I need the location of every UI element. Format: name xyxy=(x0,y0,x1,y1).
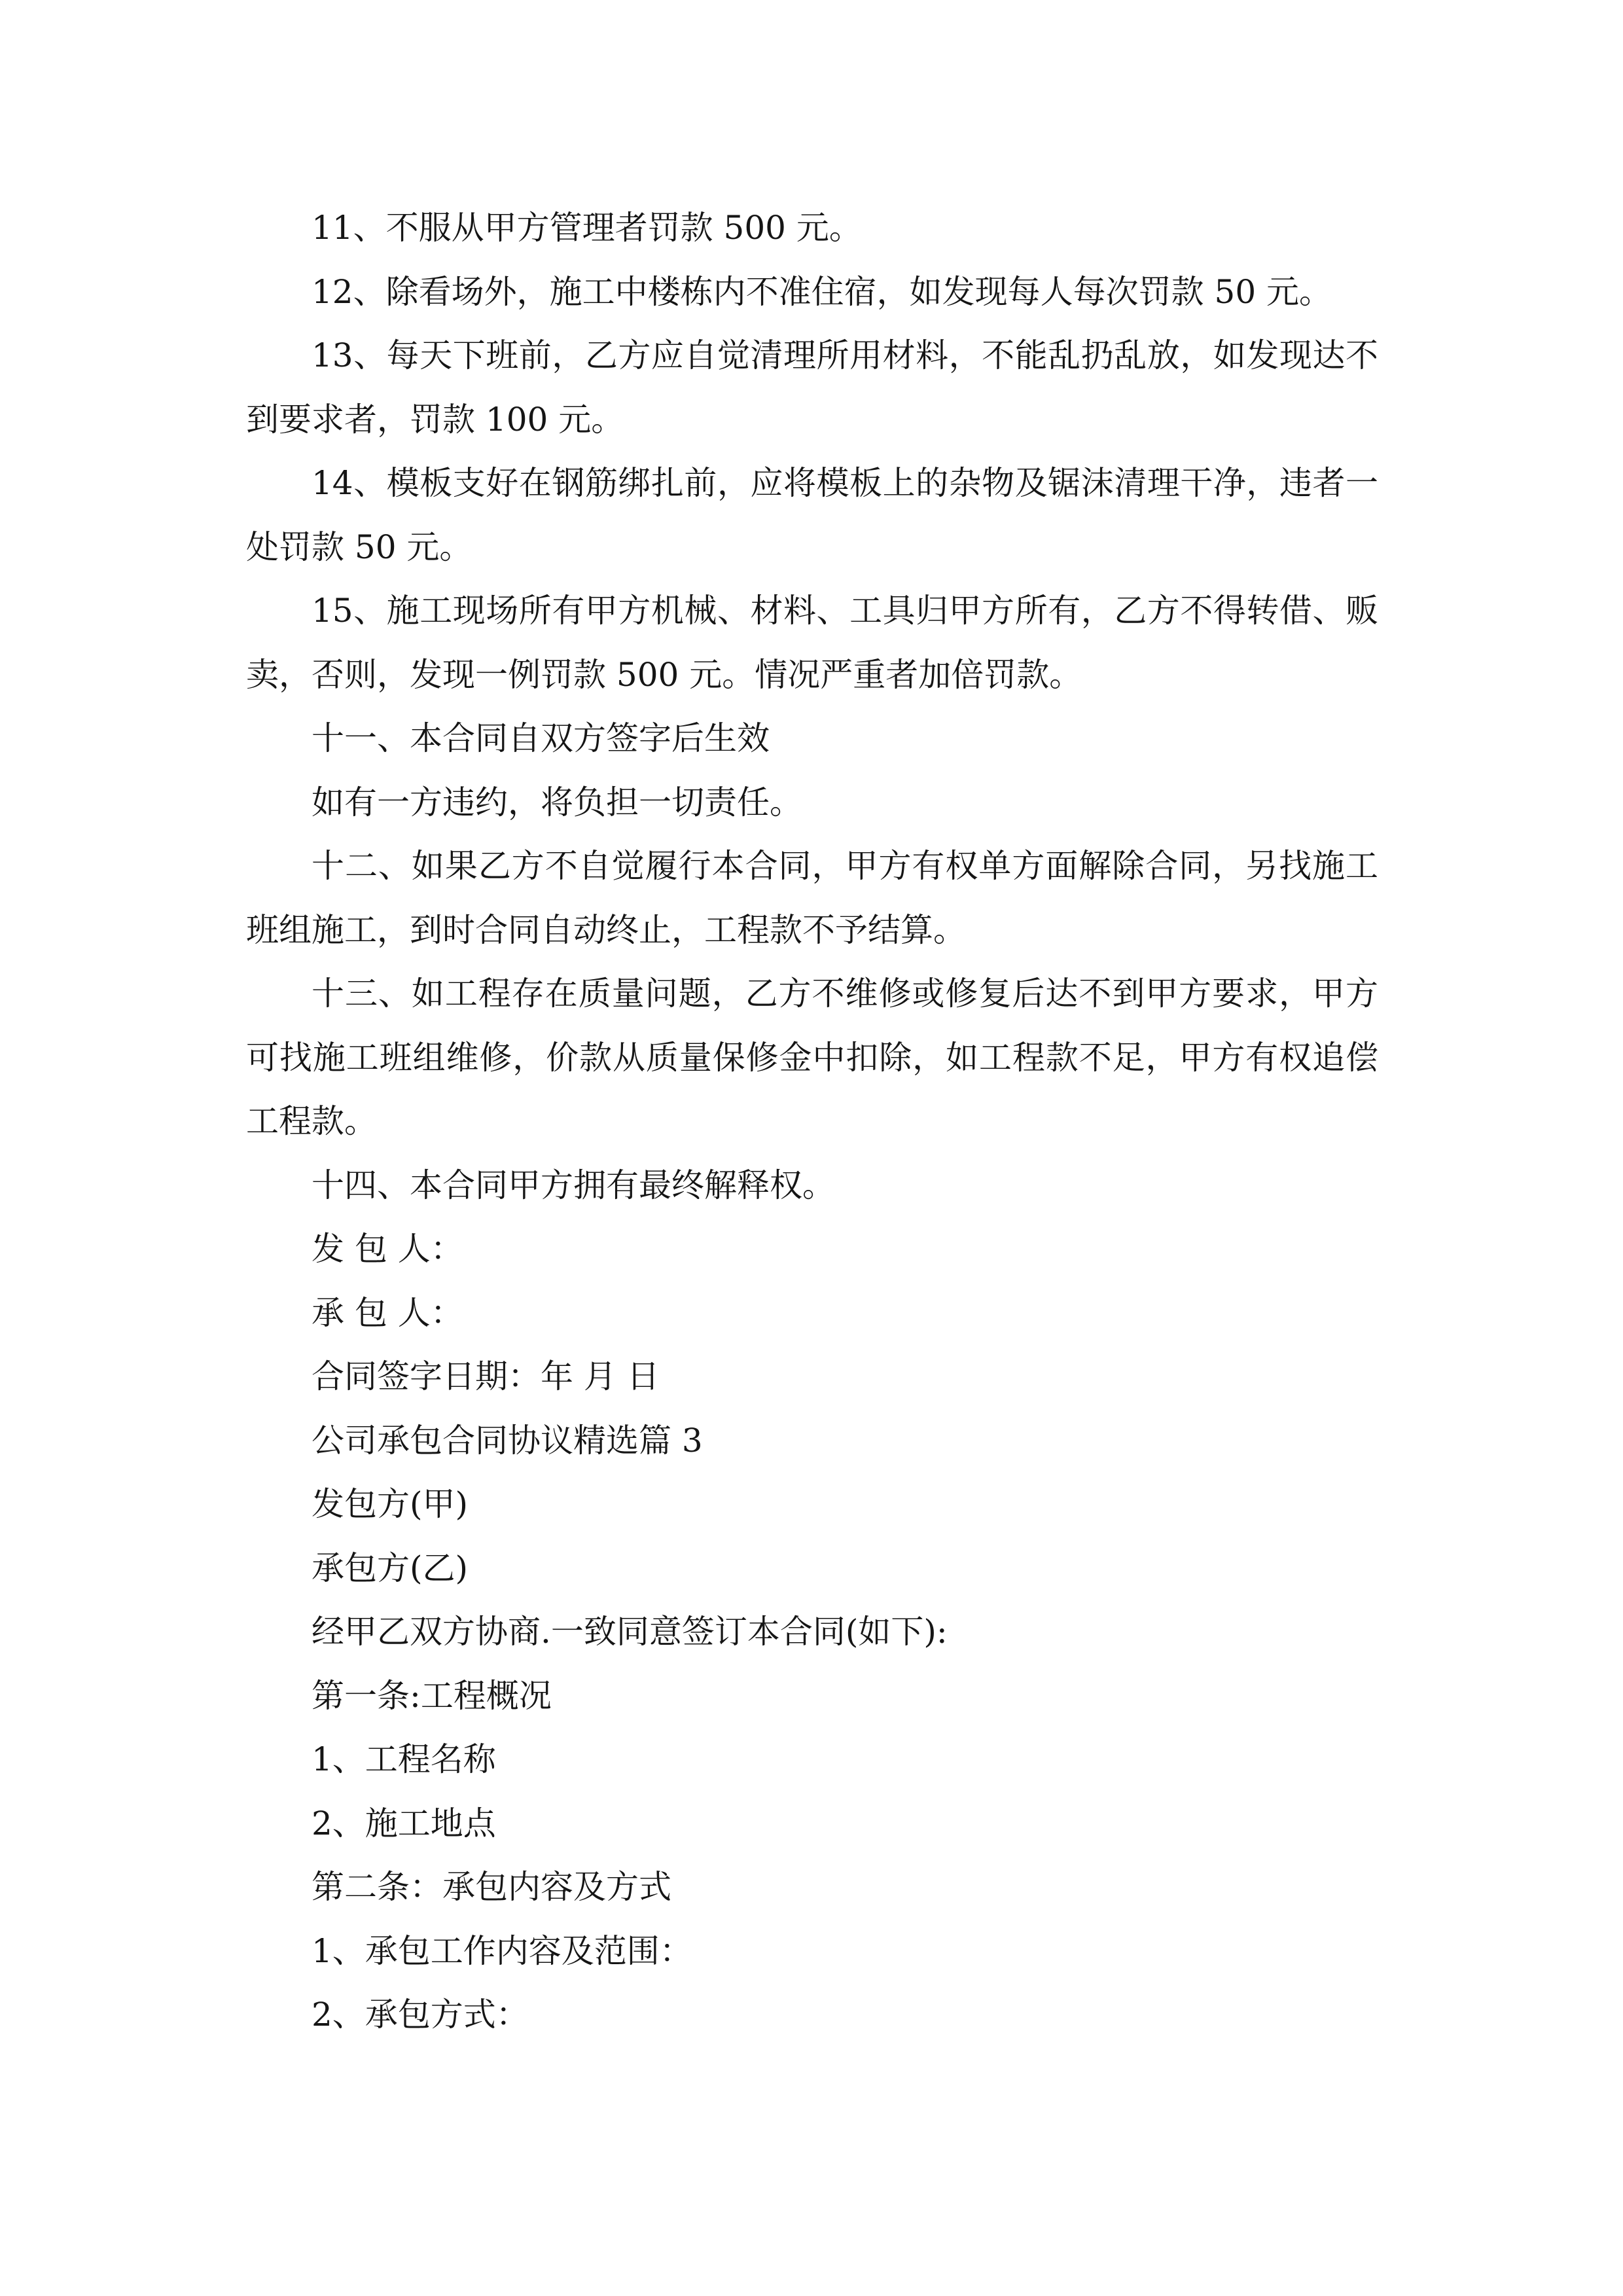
contract-method-line: 2、承包方式： xyxy=(312,1996,529,2034)
paragraph-clause-11-penalty: 11、不服从甲方管理者罚款 500 元。 xyxy=(312,209,862,247)
signature-contractor-line: 承 包 人： xyxy=(312,1293,463,1332)
party-b-line: 承包方(乙) xyxy=(312,1549,469,1587)
project-name-line: 1、工程名称 xyxy=(312,1740,496,1778)
paragraph-clause-14-formwork: 14、模板支好在钢筋绑扎前，应将模板上的杂物及锯沫清理干净，违者一处罚款 50 元。 xyxy=(246,464,1378,566)
section-heading-11: 十一、本合同自双方签字后生效 xyxy=(312,719,770,757)
scope-line: 1、承包工作内容及范围： xyxy=(312,1931,692,1970)
document-subtitle: 公司承包合同协议精选篇 3 xyxy=(312,1421,703,1460)
paragraph-clause-15-equipment: 15、施工现场所有甲方机械、材料、工具归甲方所有，乙方不得转借、贩卖，否则，发现一例罚款 500 元。情况严重者加倍罚款。 xyxy=(246,592,1378,694)
section-heading-14: 十四、本合同甲方拥有最终解释权。 xyxy=(312,1166,835,1204)
signature-issuer-line: 发 包 人： xyxy=(312,1230,463,1268)
paragraph-clause-12-lodging: 12、除看场外，施工中楼栋内不准住宿，如发现每人每次罚款 50 元。 xyxy=(312,272,1332,311)
section-heading-13: 十三、如工程存在质量问题，乙方不维修或修复后达不到甲方要求，甲方可找施工班组维修，价款从质量保修金中扣除，如工程款不足，甲方有权追偿工程款。 xyxy=(246,975,1378,1140)
signature-date-line: 合同签字日期：年 月 日 xyxy=(312,1357,660,1395)
paragraph-breach: 如有一方违约，将负担一切责任。 xyxy=(312,783,802,821)
document-body xyxy=(246,196,1378,2047)
article-1-heading: 第一条:工程概况 xyxy=(312,1676,552,1715)
construction-site-line: 2、施工地点 xyxy=(312,1804,496,1842)
article-2-heading: 第二条：承包内容及方式 xyxy=(312,1868,671,1906)
party-a-line: 发包方(甲) xyxy=(312,1485,469,1523)
paragraph-clause-13-cleanup: 13、每天下班前，乙方应自觉清理所用材料，不能乱扔乱放，如发现达不到要求者，罚款 100 元。 xyxy=(246,336,1378,439)
agreement-intro: 经甲乙双方协商.一致同意签订本合同(如下): xyxy=(312,1613,948,1651)
section-heading-12: 十二、如果乙方不自觉履行本合同，甲方有权单方面解除合同，另找施工班组施工，到时合同自动终止，工程款不予结算。 xyxy=(246,847,1378,949)
